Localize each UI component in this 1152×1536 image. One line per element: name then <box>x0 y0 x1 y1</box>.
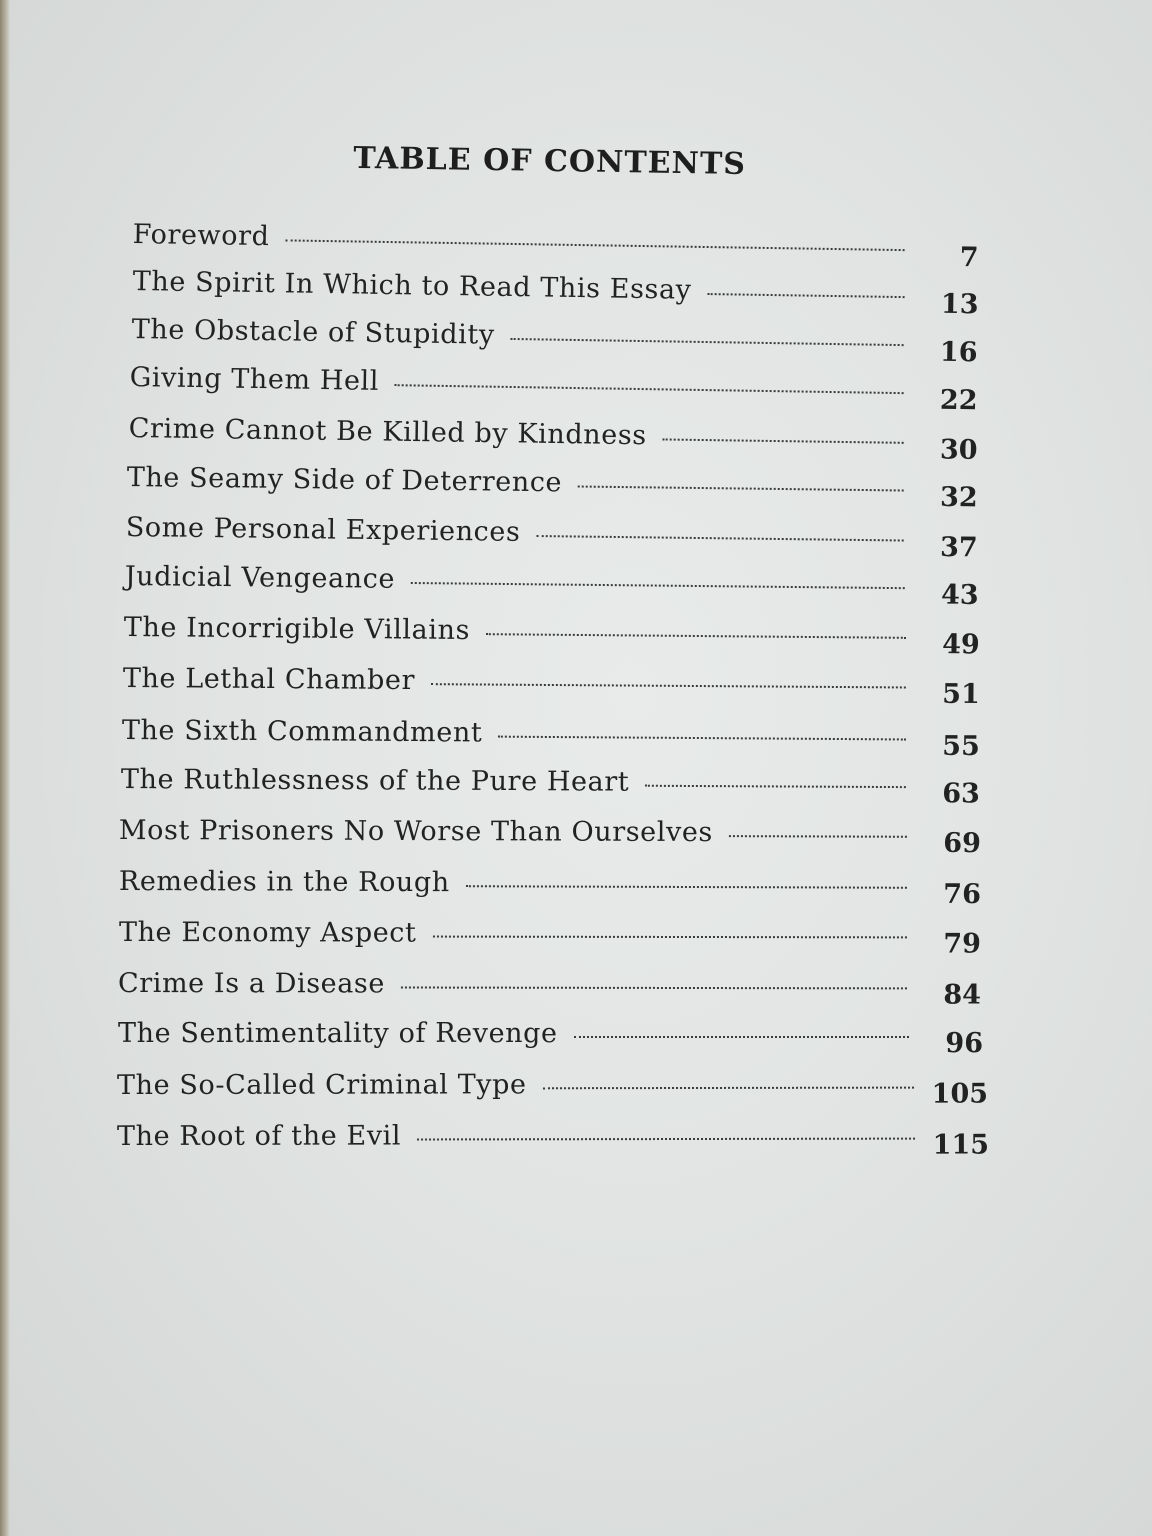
toc-entry <box>132 219 979 274</box>
toc-entry <box>125 512 978 564</box>
toc-entry <box>121 715 980 762</box>
toc-entry <box>124 561 979 611</box>
toc-entry-title: The Seamy Side of Deterrence <box>126 462 563 499</box>
toc-entry-page-number: 22 <box>939 384 978 417</box>
dot-leader <box>432 936 906 939</box>
dot-leader <box>543 1087 914 1090</box>
toc-entry-title: Some Personal Experiences <box>125 512 521 548</box>
toc-entry-title: Judicial Vengeance <box>124 561 396 595</box>
toc-entry <box>132 266 979 321</box>
dot-leader <box>536 535 903 541</box>
dot-leader <box>574 1036 909 1038</box>
toc-entry <box>131 314 978 369</box>
dot-leader <box>729 835 907 838</box>
toc-entry-page-number: 55 <box>942 730 980 762</box>
toc-entry-page-number: 49 <box>942 629 980 661</box>
toc-entry-page-number: 13 <box>940 288 979 321</box>
dot-leader <box>417 1138 915 1141</box>
toc-entry-title: The Spirit In Which to Read This Essay <box>132 266 692 306</box>
toc-entry <box>118 917 981 960</box>
toc-entry-page-number: 69 <box>943 827 981 860</box>
dot-leader <box>431 683 906 688</box>
dot-leader <box>707 293 904 298</box>
dot-leader <box>578 486 904 492</box>
toc-entry-page-number: 115 <box>932 1129 990 1161</box>
toc-entry-page-number: 30 <box>939 434 978 466</box>
toc-entry-page-number: 63 <box>942 778 980 810</box>
toc-entry-title: The So-Called Criminal Type <box>117 1069 527 1101</box>
toc-entry <box>126 462 978 514</box>
toc-entry-title: The Ruthlessness of the Pure Heart <box>120 764 630 798</box>
toc-entry-page-number: 96 <box>945 1028 983 1059</box>
toc-entry-title: The Sixth Commandment <box>121 715 483 749</box>
toc-entry-page-number: 43 <box>940 579 979 611</box>
toc-entry-page-number: 32 <box>939 481 978 514</box>
toc-entry-title: The Lethal Chamber <box>122 663 416 697</box>
toc-entry <box>129 362 978 417</box>
toc-entry-page-number: 79 <box>943 928 981 960</box>
toc-entry <box>118 866 981 911</box>
dot-leader <box>663 438 904 443</box>
toc-entry-page-number: 7 <box>959 241 979 274</box>
toc-entry-page-number: 84 <box>943 979 981 1011</box>
page-title: TABLE OF CONTENTS <box>353 140 747 183</box>
toc-entry-title: Foreword <box>132 219 270 253</box>
toc-entry <box>117 1068 989 1110</box>
toc-entry-title: The Obstacle of Stupidity <box>131 314 495 351</box>
toc-entry <box>122 663 980 710</box>
toc-entry <box>120 764 980 810</box>
dot-leader <box>466 885 907 889</box>
dot-leader <box>486 633 906 639</box>
dot-leader <box>285 239 904 251</box>
toc-entry <box>123 612 980 661</box>
toc-entry-page-number: 37 <box>939 531 978 564</box>
toc-entry-page-number: 16 <box>939 336 978 369</box>
toc-entry-title: Remedies in the Rough <box>118 866 450 899</box>
toc-entry <box>118 815 981 860</box>
toc-entry-title: The Economy Aspect <box>118 917 417 949</box>
toc-entry-title: Crime Cannot Be Killed by Kindness <box>128 413 647 452</box>
dot-leader <box>411 582 905 589</box>
toc-entry <box>117 1119 990 1161</box>
toc-entry-title: The Sentimentality of Revenge <box>118 1018 558 1049</box>
toc-entry-title: The Root of the Evil <box>117 1120 402 1152</box>
dot-leader <box>395 384 904 394</box>
toc-entry-title: The Incorrigible Villains <box>123 612 471 647</box>
toc-entry-title: Most Prisoners No Worse Than Ourselves <box>118 815 713 849</box>
toc-entry-page-number: 51 <box>942 678 980 710</box>
toc-entry <box>128 413 978 466</box>
dot-leader <box>401 986 907 989</box>
dot-leader <box>498 736 906 741</box>
toc-entry-title: Giving Them Hell <box>129 362 380 397</box>
toc-entry <box>117 968 981 1011</box>
toc-entry <box>118 1018 983 1059</box>
toc-entry-page-number: 105 <box>931 1078 989 1110</box>
toc-entry-title: Crime Is a Disease <box>117 968 385 1000</box>
toc-entry-page-number: 76 <box>943 878 981 911</box>
dot-leader <box>645 785 906 788</box>
dot-leader <box>511 338 904 346</box>
